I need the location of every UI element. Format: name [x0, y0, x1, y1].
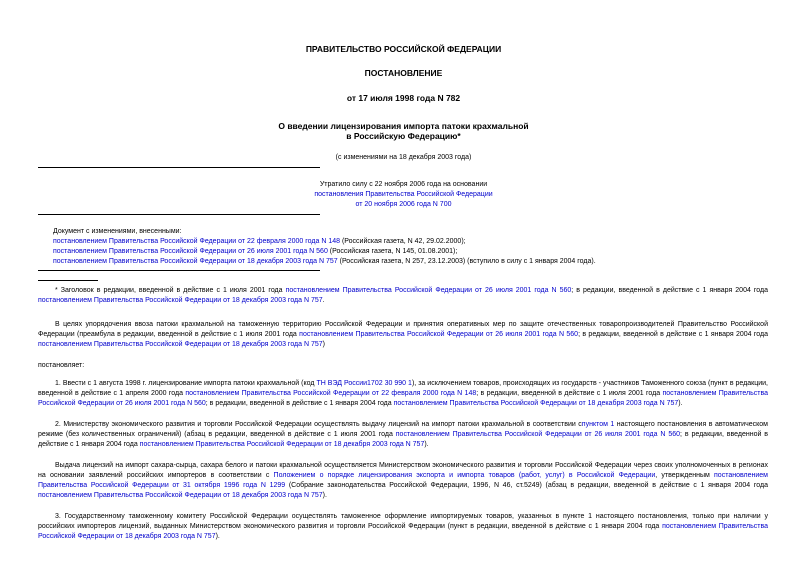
footnote: * Заголовок в редакции, введенной в действие с 1 июля 2001 года постановлением Правительства Российской Федерации от 26 июля 2001 года N 560; в редакции, введенной в действие с 1 января 2004 года постановлением Правительства Российской Федерации от 18 декабря 2003 года N 757.	[38, 287, 769, 304]
divider	[38, 167, 320, 168]
footnote-link[interactable]: постановлением Правительства Российской Федерации от 26 июля 2001 года N 560	[285, 287, 572, 294]
amendment-link[interactable]: постановлением Правительства Российской Федерации от 22 февраля 2000 года N 148	[53, 238, 340, 245]
amendment-link[interactable]: постановлением Правительства Российской Федерации от 18 декабря 2003 года N 757	[53, 258, 338, 265]
divider	[38, 270, 320, 271]
clause-link[interactable]: постановлением Правительства Российской Федерации от 18 декабря 2003 года N 757	[38, 523, 768, 540]
clause-link[interactable]: постановлением Правительства Российской Федерации от 26 июля 2001 года N 560	[395, 431, 681, 438]
amendment-item: постановлением Правительства Российской Федерации от 18 декабря 2003 года N 757 (Российская газета, N 257, 23.12.2003) (вступило в силу с 1 января 2004 года).	[53, 258, 596, 265]
document-title-line2: в Российскую Федерацию*	[346, 131, 461, 141]
preamble: В целях упорядочения ввоза патоки крахмальной на таможенную территорию Российской Федерации и принятия оперативных мер по защите отечественных товаропроизводителей Правительство Российской Федерации (преамбула в редакции, введенной в действие с 1 июля 2001 года постановлением Правительства Российской Федерации от 26 июля 2001 года N 560; в редакции, введенной в действие с 1 января 2004 года постановлением Правительства Российской Федерации от 18 декабря 2003 года N 757)	[38, 321, 768, 348]
tn-ved-code-link[interactable]: ТН ВЭД России1702 30 990 1	[316, 380, 412, 387]
amendment-link[interactable]: постановлением Правительства Российской Федерации от 26 июля 2001 года N 560	[53, 248, 328, 255]
point-1-link[interactable]: пунктом 1	[581, 421, 615, 428]
expired-notice: Утратило силу с 22 ноября 2006 года на основании	[319, 181, 488, 188]
clause-2-paragraph: Выдача лицензий на импорт сахара-сырца, сахара белого и патоки крахмальной осуществляется Министерством экономического развития и торговли Российской Федерации через своих уполномоченных в регионах на основании заявлений российских импортеров в соответствии с Положением о порядке лицензирования экспорта и импорта товаров (работ, услуг) в Российской Федерации, утвержденным постановлением Правительства Российской Федерации от 31 октября 1996 года N 1299 (Собрание законодательства Российской Федерации, 1996, N 46, ст.5249) (абзац в редакции, введенной в действие с 1 января 2004 года постановлением Правительства Российской Федерации от 18 декабря 2003 года N 757).	[38, 462, 768, 499]
footnote-link[interactable]: постановлением Правительства Российской Федерации от 18 декабря 2003 года N 757	[38, 297, 323, 304]
divider	[38, 214, 320, 215]
preamble-link[interactable]: постановлением Правительства Российской Федерации от 18 декабря 2003 года N 757	[38, 341, 323, 348]
document-type: ПОСТАНОВЛЕНИЕ	[364, 68, 443, 78]
document-title-line1: О введении лицензирования импорта патоки крахмальной	[278, 121, 529, 131]
resolves-label: постановляет:	[38, 362, 85, 369]
amendments-heading: Документ с изменениями, внесенными:	[53, 228, 182, 235]
clause-1: 1. Ввести с 1 августа 1998 г. лицензирование импорта патоки крахмальной (код ТН ВЭД России1702 30 990 1), за исключением товаров, происходящих из государств - участников Таможенного союза (пункт в редакции, введенной в действие с 1 апреля 2000 года постановлением Правительства Российской Федерации от 22 февраля 2000 года N 148; в редакции, введенной в действие с 1 июля 2001 года постановлением Правительства Российской Федерации от 26 июля 2001 года N 560; в редакции, введенной в действие с 1 января 2004 года постановлением Правительства Российской Федерации от 18 декабря 2003 года N 757).	[38, 380, 768, 407]
footnote-divider	[38, 280, 98, 281]
amendment-item: постановлением Правительства Российской Федерации от 22 февраля 2000 года N 148 (Российская газета, N 42, 29.02.2000);	[53, 238, 466, 245]
clause-link[interactable]: постановлением Правительства Российской Федерации от 31 октября 1996 года N 1299	[38, 472, 768, 489]
amendment-item: постановлением Правительства Российской Федерации от 26 июля 2001 года N 560 (Российская газета, N 145, 01.08.2001);	[53, 248, 458, 255]
expired-link[interactable]: постановления Правительства Российской Федерации	[314, 191, 493, 198]
clause-link[interactable]: постановлением Правительства Российской Федерации от 18 декабря 2003 года N 757	[139, 441, 425, 448]
clause-2: 2. Министерству экономического развития и торговли Российской Федерации осуществлять выдачу лицензий на импорт патоки крахмальной в соответствии спунктом 1 настоящего постановления в автоматическом режиме (без количественных ограничений) (абзац в редакции, введенной в действие с 1 июля 2001 года постановлением Правительства Российской Федерации от 26 июля 2001 года N 560; в редакции, введенной в действие с 1 января 2004 года постановлением Правительства Российской Федерации от 18 декабря 2003 года N 757).	[38, 421, 769, 448]
document-date-number: от 17 июля 1998 года N 782	[346, 93, 461, 103]
amended-note: (с изменениями на 18 декабря 2003 года)	[335, 154, 472, 161]
government-heading: ПРАВИТЕЛЬСТВО РОССИЙСКОЙ ФЕДЕРАЦИИ	[305, 44, 502, 54]
clause-link[interactable]: постановлением Правительства Российской Федерации от 26 июля 2001 года N 560	[38, 390, 768, 407]
regulation-link[interactable]: Положением о порядке лицензирования экспорта и импорта товаров (работ, услуг) в Российской Федерации	[273, 472, 656, 479]
clause-3: 3. Государственному таможенному комитету Российской Федерации осуществлять таможенное оформление импортируемых товаров, указанных в пункте 1 настоящего постановления, только при наличии у российских импортеров лицензий, выданных Министерством экономического развития и торговли Российской Федерации (пункт в редакции, введенной в действие с 1 января 2004 года постановлением Правительства Российской Федерации от 18 декабря 2003 года N 757).	[38, 513, 768, 540]
clause-link[interactable]: постановлением Правительства Российской Федерации от 18 декабря 2003 года N 757	[393, 400, 679, 407]
clause-link[interactable]: постановлением Правительства Российской Федерации от 22 февраля 2000 года N 148	[185, 390, 477, 397]
clause-link[interactable]: постановлением Правительства Российской Федерации от 18 декабря 2003 года N 757	[38, 492, 323, 499]
preamble-link[interactable]: постановлением Правительства Российской Федерации от 26 июля 2001 года N 560	[299, 331, 579, 338]
expired-link-date[interactable]: от 20 ноября 2006 года N 700	[355, 201, 452, 208]
amendments-list	[53, 227, 773, 267]
